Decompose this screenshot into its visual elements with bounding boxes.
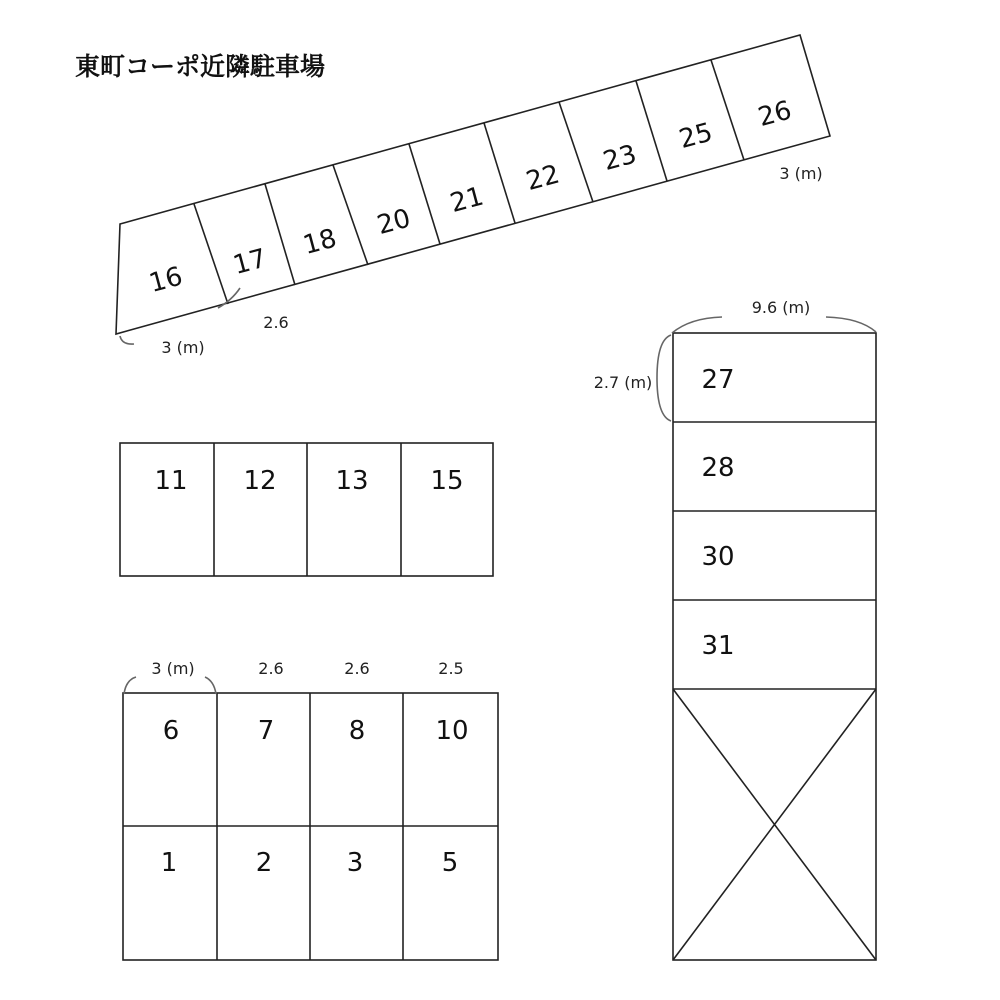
space-number: 15: [430, 466, 464, 496]
dimension-label: 3 (m): [161, 338, 205, 357]
dimension-bracket: [657, 335, 671, 421]
diagonal-row: [116, 35, 830, 357]
dimension-label: 2.6: [258, 659, 284, 678]
dimension-label: 2.6: [344, 659, 370, 678]
space-number: 20: [374, 203, 414, 242]
space-number: 28: [701, 453, 735, 483]
space-number: 27: [701, 365, 735, 395]
dimension-bracket: [826, 317, 876, 332]
space-number: 7: [257, 716, 275, 746]
bottom-block: [123, 659, 498, 960]
right-column: [594, 298, 876, 960]
space-number: 3: [346, 848, 364, 878]
space-number: 1: [160, 848, 178, 878]
space-divider: [559, 102, 593, 202]
dimension-label: 2.6: [263, 313, 289, 332]
dimension-bracket: [120, 336, 134, 344]
space-divider: [484, 123, 515, 223]
dimension-label: 3 (m): [779, 164, 823, 183]
space-number: 26: [755, 95, 795, 134]
space-number: 11: [154, 466, 188, 496]
page-title: 東町コーポ近隣駐車場: [75, 52, 326, 81]
dimension-bracket: [124, 677, 136, 694]
dimension-bracket: [672, 317, 722, 333]
space-number: 31: [701, 631, 735, 661]
space-number: 13: [335, 466, 369, 496]
space-number: 8: [348, 716, 366, 746]
space-divider: [194, 204, 228, 304]
space-number: 25: [676, 117, 716, 156]
space-number: 16: [146, 261, 186, 300]
space-number: 2: [255, 848, 273, 878]
space-number: 21: [447, 181, 487, 220]
space-divider: [711, 60, 744, 160]
space-number: 5: [441, 848, 459, 878]
space-number: 30: [701, 542, 735, 572]
space-number: 22: [523, 159, 563, 198]
space-number: 6: [162, 716, 180, 746]
space-number: 10: [435, 716, 469, 746]
middle-row: [120, 443, 493, 576]
space-number: 17: [230, 243, 270, 282]
space-number: 18: [300, 223, 340, 262]
space-number: 23: [600, 139, 640, 178]
space-divider: [409, 144, 440, 244]
dimension-bracket: [205, 677, 216, 694]
dimension-label: 2.5: [438, 659, 464, 678]
space-number: 12: [243, 466, 277, 496]
space-divider: [265, 184, 295, 285]
space-divider: [636, 81, 667, 181]
dimension-label: 3 (m): [151, 659, 195, 678]
dimension-label: 2.7 (m): [593, 373, 653, 392]
dimension-label: 9.6 (m): [751, 298, 811, 317]
